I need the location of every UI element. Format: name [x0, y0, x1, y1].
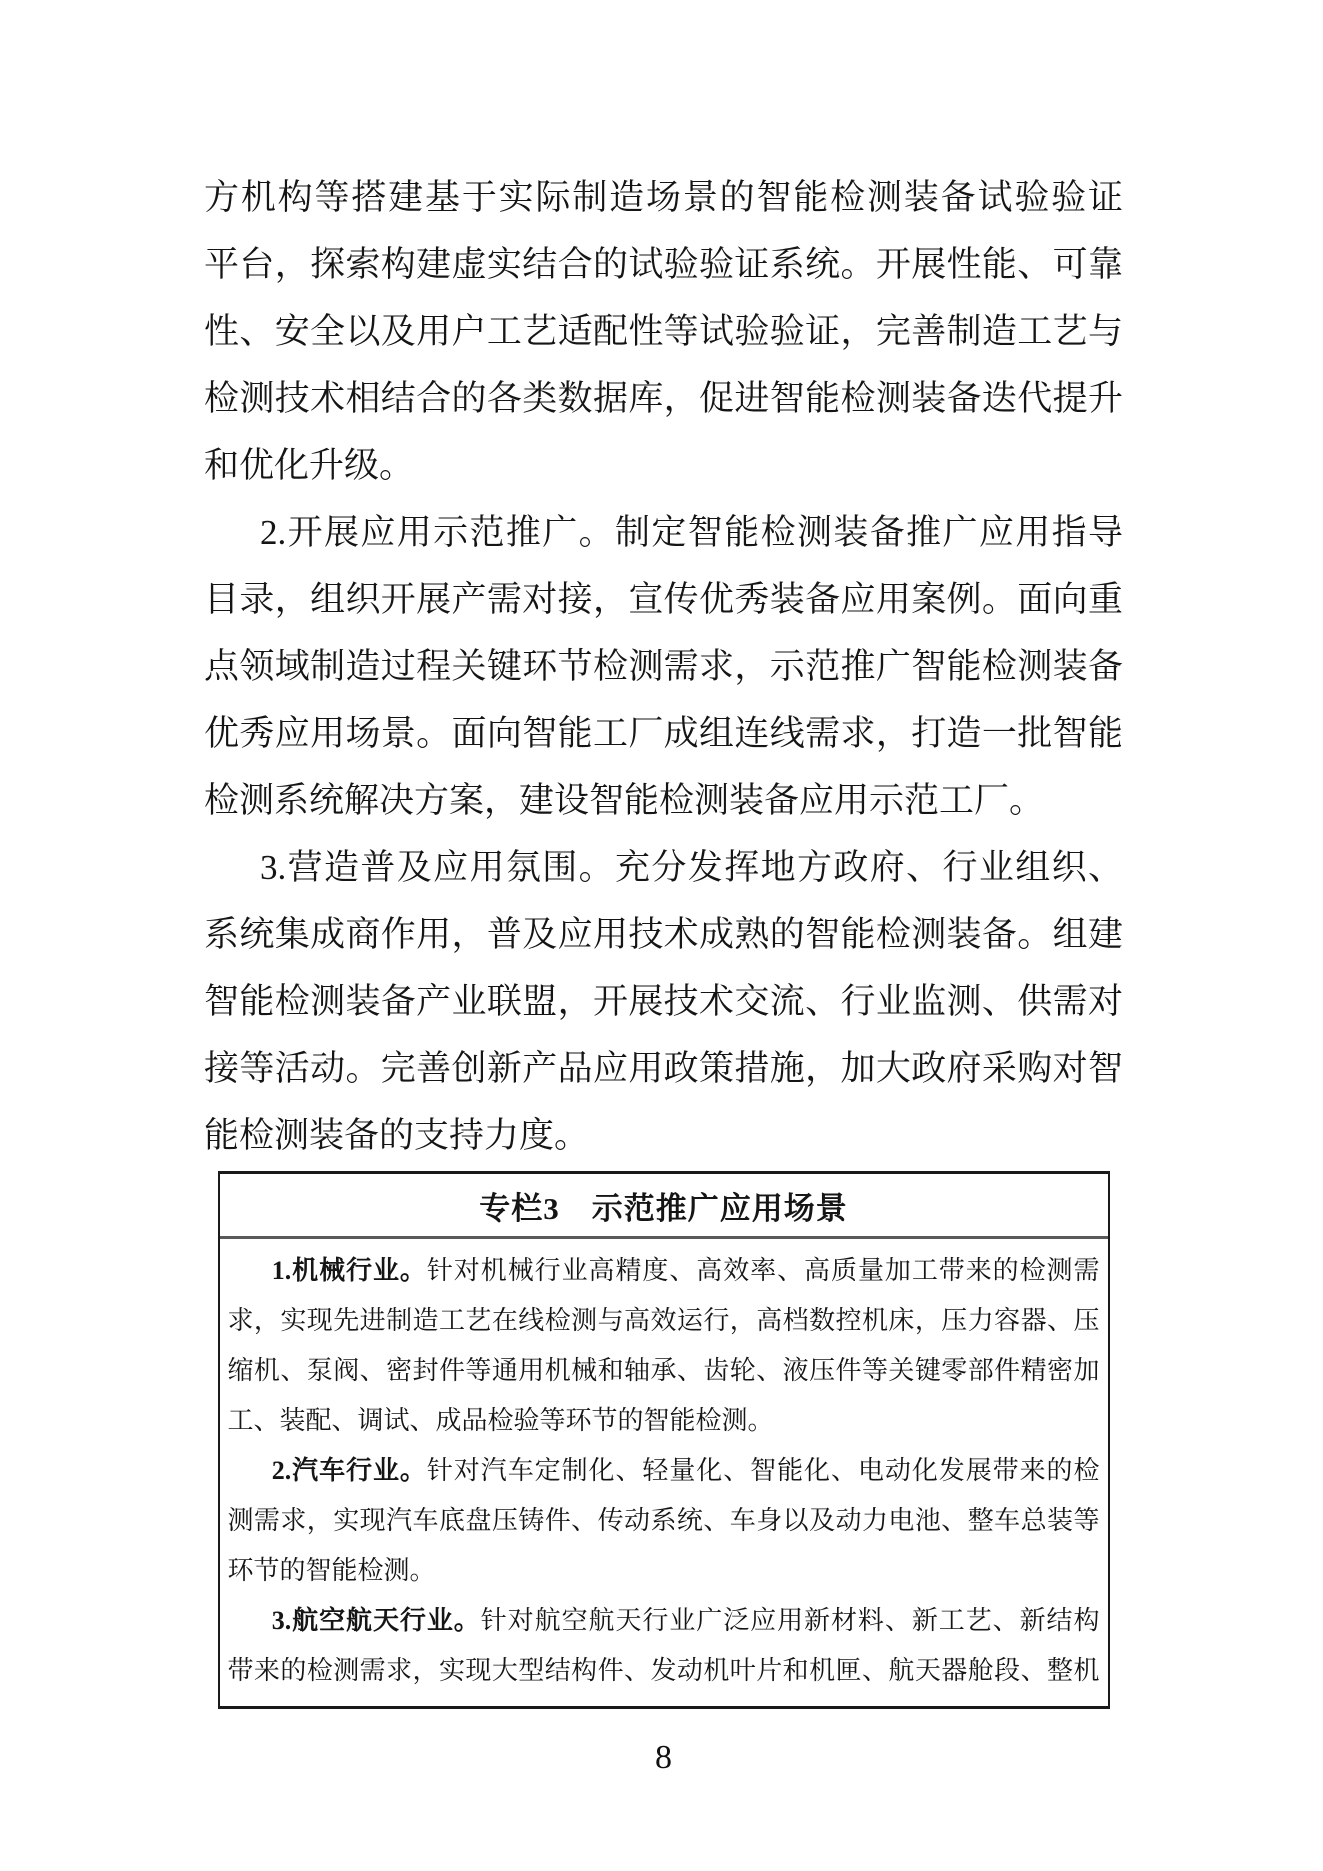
callout-box-body: [220, 1239, 1108, 1706]
text-line: 测需求，实现汽车底盘压铸件、传动系统、车身以及动力电池、整车总装等: [227, 1506, 1100, 1535]
bold-lead: 2.汽车行业。: [271, 1456, 427, 1485]
text-line: 点领域制造过程关键环节检测需求，示范推广智能检测装备: [204, 647, 1123, 686]
text-line: 3.航空航天行业。针对航空航天行业广泛应用新材料、新工艺、新结构: [271, 1606, 1100, 1635]
text-line: 智能检测装备产业联盟，开展技术交流、行业监测、供需对: [204, 982, 1123, 1021]
bold-lead: 1.机械行业。: [271, 1256, 427, 1285]
page-number: 8: [655, 1739, 672, 1776]
text-line: 3.营造普及应用氛围。充分发挥地方政府、行业组织、: [260, 848, 1123, 887]
text-line: 2.汽车行业。针对汽车定制化、轻量化、智能化、电动化发展带来的检: [271, 1456, 1100, 1485]
text-line: 系统集成商作用，普及应用技术成熟的智能检测装备。组建: [204, 915, 1123, 954]
text-line: 检测系统解决方案，建设智能检测装备应用示范工厂。: [204, 781, 1045, 820]
text-line: 带来的检测需求，实现大型结构件、发动机叶片和机匣、航天器舱段、整机: [227, 1656, 1100, 1685]
bold-lead: 3.航空航天行业。: [271, 1606, 481, 1635]
text-line: 接等活动。完善创新产品应用政策措施，加大政府采购对智: [204, 1049, 1123, 1088]
text-line: 能检测装备的支持力度。: [204, 1116, 590, 1155]
content-column: [204, 0, 1123, 1777]
text-line: 环节的智能检测。: [227, 1556, 436, 1585]
text-line: 和优化升级。: [204, 446, 415, 485]
text-line: 2.开展应用示范推广。制定智能检测装备推广应用指导: [260, 513, 1123, 552]
body-paragraphs: [204, 0, 1123, 1169]
text-line: 平台，探索构建虚实结合的试验验证系统。开展性能、可靠: [204, 245, 1123, 284]
text-line: 优秀应用场景。面向智能工厂成组连线需求，打造一批智能: [204, 714, 1123, 753]
text-line: 方机构等搭建基于实际制造场景的智能检测装备试验验证: [204, 178, 1123, 217]
text-line: 性、安全以及用户工艺适配性等试验验证，完善制造工艺与: [204, 312, 1123, 351]
text-line: 1.机械行业。针对机械行业高精度、高效率、高质量加工带来的检测需: [271, 1256, 1100, 1285]
text-line: 求，实现先进制造工艺在线检测与高效运行，高档数控机床，压力容器、压: [227, 1306, 1100, 1335]
text-line: 工、装配、调试、成品检验等环节的智能检测。: [227, 1406, 774, 1435]
callout-box-title: 专栏3 示范推广应用场景: [220, 1174, 1108, 1239]
text-line: 目录，组织开展产需对接，宣传优秀装备应用案例。面向重: [204, 580, 1123, 619]
text-line: 缩机、泵阀、密封件等通用机械和轴承、齿轮、液压件等关键零部件精密加: [227, 1356, 1100, 1385]
text-line: 检测技术相结合的各类数据库，促进智能检测装备迭代提升: [204, 379, 1123, 418]
callout-box: [218, 1171, 1110, 1709]
